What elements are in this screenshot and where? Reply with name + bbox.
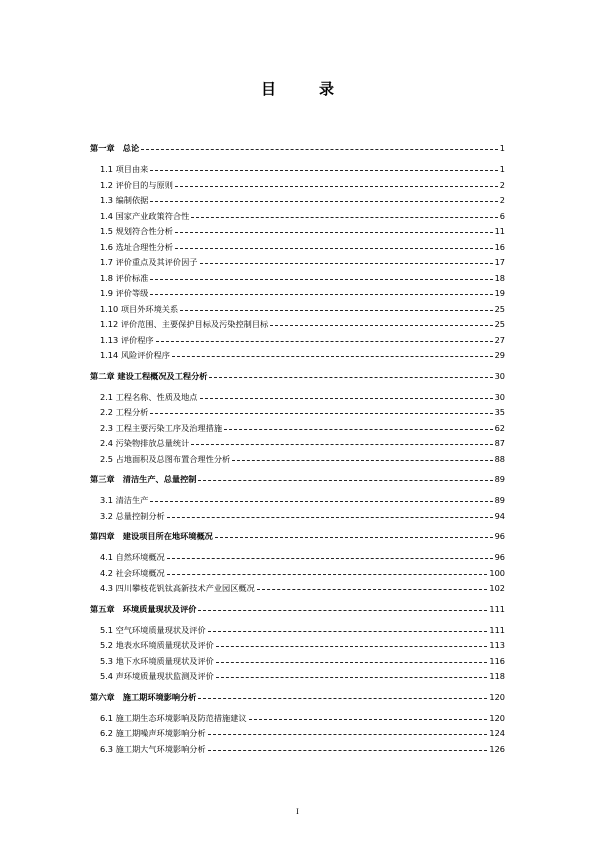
toc-entry-label: 1.9 评价等级 bbox=[100, 288, 149, 298]
dot-leader bbox=[200, 262, 493, 264]
toc-entry-page: 62 bbox=[494, 422, 505, 433]
dot-leader bbox=[198, 479, 492, 481]
dot-leader bbox=[215, 536, 493, 538]
toc-section-entry[interactable] bbox=[100, 390, 505, 404]
dot-leader bbox=[175, 231, 493, 233]
toc-section-entry[interactable] bbox=[100, 711, 505, 725]
toc-entry-label: 5.3 地下水环境质量现状及评价 bbox=[100, 655, 214, 666]
toc-entry-page: 87 bbox=[494, 438, 505, 448]
toc-entry-page: 118 bbox=[489, 671, 505, 681]
dot-leader bbox=[232, 459, 492, 461]
dot-leader bbox=[249, 718, 488, 720]
toc-entry-label: 1.3 编制依据 bbox=[100, 195, 149, 205]
dot-leader bbox=[167, 516, 493, 518]
toc-section-entry[interactable] bbox=[100, 224, 505, 238]
toc-entry-label: 1.10 项目外环境关系 bbox=[100, 303, 179, 314]
toc-section-entry[interactable] bbox=[100, 566, 505, 580]
toc-section-entry[interactable] bbox=[100, 209, 505, 223]
dot-leader bbox=[257, 588, 488, 590]
toc-section-entry[interactable] bbox=[100, 581, 505, 595]
toc-entry-page: 18 bbox=[494, 272, 505, 283]
toc-entry-label: 第三章 清洁生产、总量控制 bbox=[90, 474, 197, 484]
toc-chapter-entry[interactable] bbox=[90, 141, 505, 155]
toc-entry-page: 29 bbox=[494, 350, 505, 360]
dot-leader bbox=[270, 324, 492, 326]
dot-leader bbox=[150, 200, 497, 202]
toc-entry-label: 第一章 总论 bbox=[90, 143, 140, 153]
toc-entry-page: 25 bbox=[494, 303, 505, 314]
toc-entry-label: 第六章 施工期环境影响分析 bbox=[90, 691, 197, 702]
toc-section-entry[interactable] bbox=[100, 493, 505, 507]
toc-entry-page: 89 bbox=[494, 495, 505, 505]
toc-section-entry[interactable] bbox=[100, 193, 505, 207]
dot-leader bbox=[172, 355, 493, 357]
toc-entry-page: 126 bbox=[489, 743, 505, 754]
dot-leader bbox=[191, 216, 497, 218]
toc-entry-label: 1.5 规划符合性分析 bbox=[100, 226, 173, 236]
dot-leader bbox=[175, 247, 493, 249]
toc-entry-page: 102 bbox=[489, 583, 505, 593]
toc-section-entry[interactable] bbox=[100, 742, 505, 756]
toc-entry-page: 1 bbox=[499, 164, 505, 174]
toc-entry-label: 4.1 自然环境概况 bbox=[100, 552, 165, 562]
toc-entry-label: 6.2 施工期噪声环境影响分析 bbox=[100, 728, 206, 738]
toc-entry-page: 94 bbox=[494, 510, 505, 521]
toc-entry-page: 111 bbox=[489, 624, 505, 635]
toc-entry-page: 1 bbox=[499, 143, 505, 153]
toc-entry-label: 2.1 工程名称、性质及地点 bbox=[100, 391, 198, 402]
toc-entry-page: 120 bbox=[489, 712, 505, 723]
toc-section-entry[interactable] bbox=[100, 240, 505, 254]
dot-leader bbox=[150, 412, 492, 414]
toc-entry-page: 120 bbox=[489, 691, 505, 702]
dot-leader bbox=[208, 630, 488, 632]
toc-entry-label: 3.2 总量控制分析 bbox=[100, 510, 165, 521]
dot-leader bbox=[224, 428, 493, 430]
toc-section-entry[interactable] bbox=[100, 638, 505, 652]
toc-entry-page: 25 bbox=[494, 319, 505, 329]
dot-leader bbox=[198, 609, 487, 611]
toc-entry-label: 1.12 评价范围、主要保护目标及污染控制目标 bbox=[100, 319, 269, 329]
toc-entry-page: 30 bbox=[494, 370, 505, 381]
toc-entry-label: 5.2 地表水环境质量现状及评价 bbox=[100, 640, 214, 650]
toc-entry-label: 1.14 风险评价程序 bbox=[100, 350, 170, 360]
toc-entry-label: 4.2 社会环境概况 bbox=[100, 567, 165, 578]
toc-entry-page: 2 bbox=[499, 195, 505, 205]
dot-leader bbox=[150, 169, 497, 171]
toc-entry-page: 11 bbox=[494, 226, 505, 236]
toc-section-entry[interactable] bbox=[100, 286, 505, 300]
toc-entry-page: 2 bbox=[499, 179, 505, 190]
toc-section-entry[interactable] bbox=[100, 302, 505, 316]
toc-section-entry[interactable] bbox=[100, 436, 505, 450]
toc-entry-page: 30 bbox=[494, 391, 505, 402]
dot-leader bbox=[141, 148, 498, 150]
toc-chapter-entry[interactable] bbox=[90, 369, 505, 383]
toc-section-entry[interactable] bbox=[100, 726, 505, 740]
toc-entry-label: 4.3 四川攀枝花钒钛高新技术产业园区概况 bbox=[100, 583, 255, 593]
toc-section-entry[interactable] bbox=[100, 654, 505, 668]
toc-entry-label: 1.7 评价重点及其评价因子 bbox=[100, 257, 198, 267]
toc-entry-label: 1.2 评价目的与原则 bbox=[100, 179, 173, 190]
toc-entry-page: 100 bbox=[489, 567, 505, 578]
toc-entry-page: 19 bbox=[494, 288, 505, 298]
dot-leader bbox=[198, 697, 487, 699]
toc-section-entry[interactable] bbox=[100, 333, 505, 347]
toc-entry-label: 1.8 评价标准 bbox=[100, 272, 149, 283]
dot-leader bbox=[150, 500, 492, 502]
toc-entry-page: 89 bbox=[494, 474, 505, 484]
toc-entry-label: 3.1 清洁生产 bbox=[100, 495, 149, 505]
dot-leader bbox=[209, 376, 492, 378]
toc-section-entry[interactable] bbox=[100, 421, 505, 435]
toc-section-entry[interactable] bbox=[100, 348, 505, 362]
toc-section-entry[interactable] bbox=[100, 255, 505, 269]
dot-leader bbox=[216, 676, 487, 678]
dot-leader bbox=[216, 645, 487, 647]
dot-leader bbox=[216, 661, 487, 663]
toc-entry-label: 5.1 空气环境质量现状及评价 bbox=[100, 624, 206, 635]
toc-section-entry[interactable] bbox=[100, 317, 505, 331]
toc-section-entry[interactable] bbox=[100, 550, 505, 564]
toc-entry-page: 88 bbox=[494, 453, 505, 464]
toc-entry-page: 16 bbox=[494, 241, 505, 252]
toc-section-entry[interactable] bbox=[100, 405, 505, 419]
dot-leader bbox=[208, 749, 488, 751]
toc-entry-label: 1.6 选址合理性分析 bbox=[100, 241, 173, 252]
toc-section-entry[interactable] bbox=[100, 162, 505, 176]
dot-leader bbox=[180, 309, 492, 311]
toc-entry-page: 96 bbox=[494, 531, 505, 541]
toc-entry-label: 第四章 建设项目所在地环境概况 bbox=[90, 531, 213, 541]
toc-chapter-entry[interactable] bbox=[90, 529, 505, 543]
dot-leader bbox=[167, 557, 493, 559]
dot-leader bbox=[200, 397, 493, 399]
dot-leader bbox=[167, 573, 488, 575]
toc-entry-page: 17 bbox=[494, 257, 505, 267]
dot-leader bbox=[175, 185, 498, 187]
toc-entry-label: 6.1 施工期生态环境影响及防范措施建议 bbox=[100, 712, 247, 723]
toc-entry-label: 2.3 工程主要污染工序及治理措施 bbox=[100, 422, 223, 433]
toc-entry-page: 35 bbox=[494, 407, 505, 417]
toc-chapter-entry[interactable] bbox=[90, 472, 505, 486]
toc-entry-page: 111 bbox=[489, 603, 505, 614]
toc-entry-page: 116 bbox=[489, 655, 505, 666]
toc-section-entry[interactable] bbox=[100, 623, 505, 637]
dot-leader bbox=[208, 733, 488, 735]
dot-leader bbox=[191, 443, 492, 445]
toc-entry-label: 第二章 建设工程概况及工程分析 bbox=[90, 370, 208, 381]
toc-entry-label: 5.4 声环境质量现状监测及评价 bbox=[100, 671, 214, 681]
toc-entry-page: 27 bbox=[494, 334, 505, 345]
toc-entry-label: 1.13 评价程序 bbox=[100, 334, 154, 345]
page-number: I bbox=[296, 807, 299, 816]
toc-section-entry[interactable] bbox=[100, 509, 505, 523]
toc-chapter-entry[interactable] bbox=[90, 690, 505, 704]
toc-entry-page: 6 bbox=[499, 210, 505, 221]
toc-section-entry[interactable] bbox=[100, 271, 505, 285]
toc-entry-label: 2.2 工程分析 bbox=[100, 407, 149, 417]
dot-leader bbox=[150, 278, 492, 280]
toc-entry-label: 2.5 占地面积及总图布置合理性分析 bbox=[100, 453, 231, 464]
toc-entry-label: 2.4 污染物排放总量统计 bbox=[100, 438, 190, 448]
toc-chapter-entry[interactable] bbox=[90, 602, 505, 616]
toc-section-entry[interactable] bbox=[100, 178, 505, 192]
toc-entry-label: 1.1 项目由来 bbox=[100, 164, 149, 174]
toc-section-entry[interactable] bbox=[100, 669, 505, 683]
toc-entry-label: 1.4 国家产业政策符合性 bbox=[100, 210, 190, 221]
toc-section-entry[interactable] bbox=[100, 452, 505, 466]
toc-entry-label: 第五章 环境质量现状及评价 bbox=[90, 603, 197, 614]
toc-entry-page: 124 bbox=[489, 728, 505, 738]
page-title: 目 录 bbox=[260, 80, 348, 98]
dot-leader bbox=[156, 340, 493, 342]
dot-leader bbox=[150, 293, 492, 295]
toc-entry-page: 113 bbox=[489, 640, 505, 650]
toc-entry-label: 6.3 施工期大气环境影响分析 bbox=[100, 743, 206, 754]
toc-entry-page: 96 bbox=[494, 552, 505, 562]
